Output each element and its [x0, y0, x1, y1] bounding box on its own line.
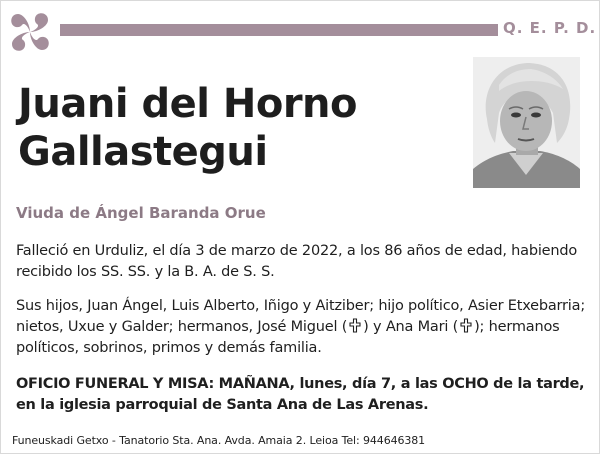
death-notice-paragraph: Falleció en Urduliz, el día 3 de marzo de 2022, a los 86 años de edad, habiendo recibido los SS. SS. y la B. A. de S. S. [16, 243, 578, 280]
header-bar [60, 24, 498, 36]
cross-icon [347, 318, 363, 333]
qepd-label: Q. E. P. D. [503, 19, 597, 37]
lauburu-icon [6, 8, 54, 56]
family-paragraph [16, 296, 586, 359]
widow-subtitle: Viuda de Ángel Baranda Orue [16, 204, 266, 222]
portrait-photo [473, 57, 580, 188]
cross-icon [458, 318, 474, 333]
family-text-part-1: Sus hijos, Juan Ángel, Luis Alberto, Iñigo y Aitziber; hijo político, Asier Etxebarria; nietos, Uxue y Galder; hermanos, José Miguel ( [16, 298, 586, 335]
deceased-name: Juani del Horno Gallastegui [18, 81, 358, 175]
family-text-part-2: ) y Ana Mari ( [363, 319, 459, 335]
funeral-service-paragraph: OFICIO FUNERAL Y MISA: MAÑANA, lunes, día 7, a las OCHO de la tarde, en la iglesia parroquial de Santa Ana de Las Arenas. [16, 376, 585, 413]
funeral-home-footer: Funeuskadi Getxo - Tanatorio Sta. Ana. Avda. Amaia 2. Leioa Tel: 944646381 [12, 434, 426, 447]
family-text-part-3: ); hermanos políticos, sobrinos, primos y demás familia. [16, 319, 560, 356]
